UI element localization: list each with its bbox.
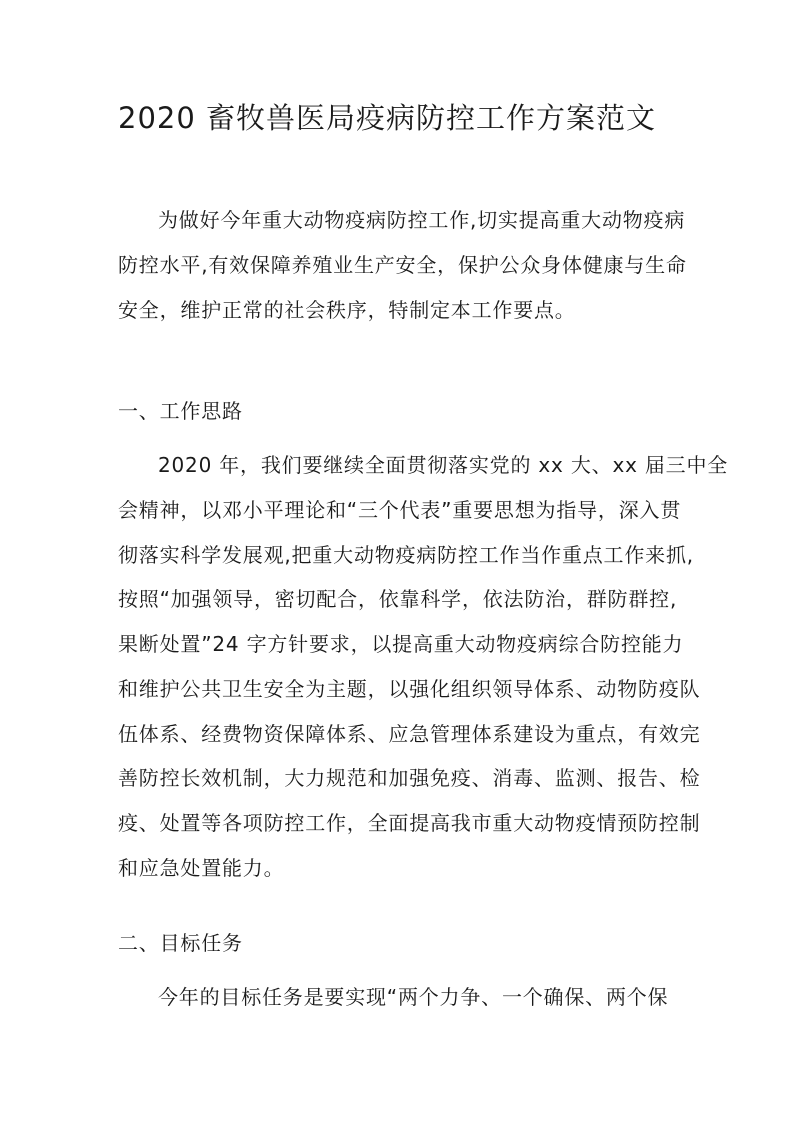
section-heading-2: 二、目标任务 — [118, 931, 243, 955]
body-line: 和维护公共卫生安全为主题，以强化组织领导体系、动物防疫队 — [118, 677, 701, 701]
intro-line: 为做好今年重大动物疫病防控工作,切实提高重大动物疫病 — [158, 208, 686, 232]
body-line: 果断处置”24 字方针要求，以提高重大动物疫病综合防控能力 — [118, 632, 684, 656]
body-line: 疫、处置等各项防控工作，全面提高我市重大动物疫情预防控制 — [118, 811, 701, 835]
body-line: 善防控长效机制，大力规范和加强免疫、消毒、监测、报告、检 — [118, 766, 701, 790]
body-line: 和应急处置能力。 — [118, 856, 285, 880]
intro-line: 安全，维护正常的社会秩序，特制定本工作要点。 — [118, 298, 576, 322]
body-line: 伍体系、经费物资保障体系、应急管理体系建设为重点，有效完 — [118, 722, 701, 746]
body-line: 2020 年，我们要继续全面贯彻落实党的 xx 大、xx 届三中全 — [158, 453, 729, 477]
body-line: 彻落实科学发展观,把重大动物疫病防控工作当作重点工作来抓, — [118, 543, 694, 567]
body-line: 今年的目标任务是要实现“两个力争、一个确保、两个保 — [158, 985, 669, 1009]
body-line: 按照“加强领导，密切配合，依靠科学，依法防治，群防群控, — [118, 587, 678, 611]
section-heading-1: 一、工作思路 — [118, 399, 243, 423]
intro-line: 防控水平,有效保障养殖业生产安全，保护公众身体健康与生命 — [118, 253, 687, 277]
document-title: 2020 畜牧兽医局疫病防控工作方案范文 — [118, 101, 657, 135]
body-line: 会精神，以邓小平理论和“三个代表”重要思想为指导，深入贯 — [118, 498, 682, 522]
